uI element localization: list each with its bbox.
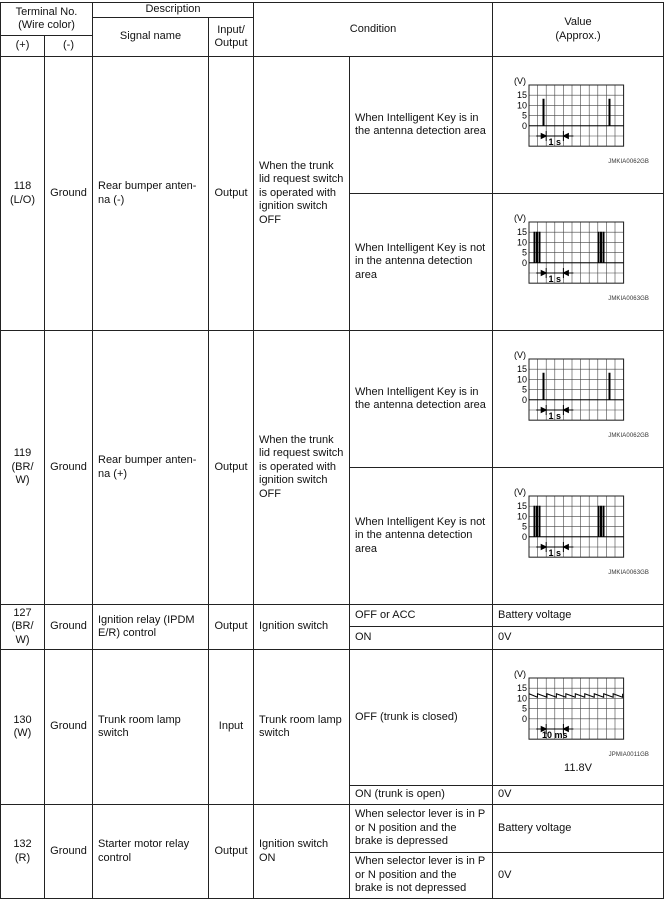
waveform-graph xyxy=(493,194,663,330)
waveform-graph xyxy=(493,331,663,467)
condition-sub: OFF (trunk is closed) xyxy=(350,650,493,786)
waveform-y-tick: 15 xyxy=(517,364,528,375)
waveform-y-tick: 5 xyxy=(522,703,528,714)
signal-name: Rear bumper anten- na (-) xyxy=(93,57,209,331)
signal-name: Rear bumper anten- na (+) xyxy=(93,331,209,605)
waveform-y-tick: 10 xyxy=(517,693,528,704)
waveform-graph xyxy=(493,650,663,785)
figure-code: JPMIA0011GB xyxy=(608,752,650,759)
value-text: 0V xyxy=(493,786,664,805)
signal-name: Starter motor relay control xyxy=(93,805,209,899)
waveform-svg xyxy=(493,650,663,760)
condition-main: Ignition switch xyxy=(254,605,350,650)
table-row xyxy=(1,650,664,786)
waveform-y-tick: 0 xyxy=(522,394,528,405)
waveform-trace xyxy=(529,506,624,537)
terminal-minus: Ground xyxy=(45,57,93,331)
header-value: Value (Approx.) xyxy=(493,3,664,57)
waveform-y-tick: 15 xyxy=(517,227,528,238)
header-description: Description xyxy=(93,3,254,18)
value-text: 11.8V xyxy=(564,762,592,775)
condition-sub: When selector lever is in P or N position and the brake is depressed xyxy=(350,805,493,853)
waveform-trace xyxy=(529,694,623,698)
figure-code: JMKIA0063GB xyxy=(608,570,650,577)
waveform-time-label: 10 ms xyxy=(542,730,568,740)
waveform-time-label: 1 s xyxy=(548,411,562,421)
condition-sub: When selector lever is in P or N position and the brake is not depressed xyxy=(350,853,493,899)
terminal-minus: Ground xyxy=(45,650,93,805)
terminal-minus: Ground xyxy=(45,331,93,605)
condition-sub: When Intelligent Key is not in the antenna detection area xyxy=(350,194,493,331)
table-row xyxy=(1,605,664,627)
header-signal-name: Signal name xyxy=(93,18,209,57)
waveform-unit-label: (V) xyxy=(514,76,527,86)
scale-arrow xyxy=(541,271,546,276)
condition-sub: ON (trunk is open) xyxy=(350,786,493,805)
value-text: 0V xyxy=(493,853,664,899)
terminal-number: 132 (R) xyxy=(1,805,45,899)
waveform-y-tick: 15 xyxy=(517,683,528,694)
waveform-time-label: 1 s xyxy=(548,548,562,558)
condition-main: Trunk room lamp switch xyxy=(254,650,350,805)
io-type: Output xyxy=(209,331,254,605)
waveform-unit-label: (V) xyxy=(514,669,527,679)
waveform-y-tick: 5 xyxy=(522,110,528,121)
waveform-trace xyxy=(529,99,624,126)
value-cell xyxy=(493,468,664,605)
value-cell xyxy=(493,57,664,194)
waveform-unit-label: (V) xyxy=(514,213,527,223)
waveform-y-tick: 5 xyxy=(522,247,528,258)
condition-sub: When Intelligent Key is in the antenna detection area xyxy=(350,331,493,468)
waveform-y-tick: 15 xyxy=(517,501,528,512)
header-plus: (+) xyxy=(1,36,45,57)
waveform-svg xyxy=(493,468,663,578)
io-type: Output xyxy=(209,805,254,899)
io-type: Output xyxy=(209,605,254,650)
table-row xyxy=(1,57,664,194)
waveform-svg xyxy=(493,331,663,441)
scale-arrow xyxy=(541,134,546,139)
waveform-svg xyxy=(493,57,663,167)
value-text: Battery voltage xyxy=(493,605,664,627)
terminal-minus: Ground xyxy=(45,805,93,899)
scale-arrow xyxy=(563,271,568,276)
waveform-svg xyxy=(493,194,663,304)
terminal-number: 127 (BR/ W) xyxy=(1,605,45,650)
signal-name: Ignition relay (IPDM E/R) control xyxy=(93,605,209,650)
scale-arrow xyxy=(563,408,568,413)
header-condition: Condition xyxy=(254,3,493,57)
waveform-time-label: 1 s xyxy=(548,137,562,147)
scale-arrow xyxy=(541,545,546,550)
header-terminal-no: Terminal No. (Wire color) xyxy=(1,3,93,36)
condition-main: Ignition switch ON xyxy=(254,805,350,899)
signal-name: Trunk room lamp switch xyxy=(93,650,209,805)
condition-sub: ON xyxy=(350,627,493,650)
waveform-y-tick: 10 xyxy=(517,374,528,385)
waveform-graph xyxy=(493,57,663,193)
waveform-y-tick: 5 xyxy=(522,384,528,395)
header-minus: (-) xyxy=(45,36,93,57)
terminal-spec-table xyxy=(0,2,664,899)
io-type: Input xyxy=(209,650,254,805)
value-cell xyxy=(493,650,664,786)
scale-arrow xyxy=(563,545,568,550)
waveform-graph xyxy=(493,468,663,604)
waveform-y-tick: 0 xyxy=(522,120,528,131)
figure-code: JMKIA0063GB xyxy=(608,296,650,303)
figure-code: JMKIA0062GB xyxy=(608,159,650,166)
value-text: 0V xyxy=(493,627,664,650)
scale-arrow xyxy=(563,134,568,139)
waveform-time-label: 1 s xyxy=(548,274,562,284)
terminal-minus: Ground xyxy=(45,605,93,650)
waveform-y-tick: 0 xyxy=(522,713,528,724)
waveform-y-tick: 15 xyxy=(517,90,528,101)
io-type: Output xyxy=(209,57,254,331)
waveform-y-tick: 10 xyxy=(517,100,528,111)
condition-sub: When Intelligent Key is in the antenna detection area xyxy=(350,57,493,194)
condition-sub: OFF or ACC xyxy=(350,605,493,627)
waveform-trace xyxy=(529,232,624,263)
waveform-y-tick: 5 xyxy=(522,521,528,532)
waveform-y-tick: 10 xyxy=(517,237,528,248)
terminal-number: 119 (BR/ W) xyxy=(1,331,45,605)
scale-arrow xyxy=(541,408,546,413)
header-input-output: Input/ Output xyxy=(209,18,254,57)
waveform-unit-label: (V) xyxy=(514,487,527,497)
value-cell xyxy=(493,194,664,331)
waveform-y-tick: 0 xyxy=(522,257,528,268)
table-row xyxy=(1,805,664,853)
waveform-y-tick: 0 xyxy=(522,531,528,542)
value-text: Battery voltage xyxy=(493,805,664,853)
value-cell xyxy=(493,331,664,468)
waveform-unit-label: (V) xyxy=(514,350,527,360)
condition-sub: When Intelligent Key is not in the antenna detection area xyxy=(350,468,493,605)
condition-main: When the trunk lid request switch is operated with ignition switch OFF xyxy=(254,331,350,605)
condition-main: When the trunk lid request switch is operated with ignition switch OFF xyxy=(254,57,350,331)
table-row xyxy=(1,331,664,468)
terminal-number: 118 (L/O) xyxy=(1,57,45,331)
waveform-y-tick: 10 xyxy=(517,511,528,522)
terminal-number: 130 (W) xyxy=(1,650,45,805)
figure-code: JMKIA0062GB xyxy=(608,433,650,440)
waveform-trace xyxy=(529,373,624,400)
